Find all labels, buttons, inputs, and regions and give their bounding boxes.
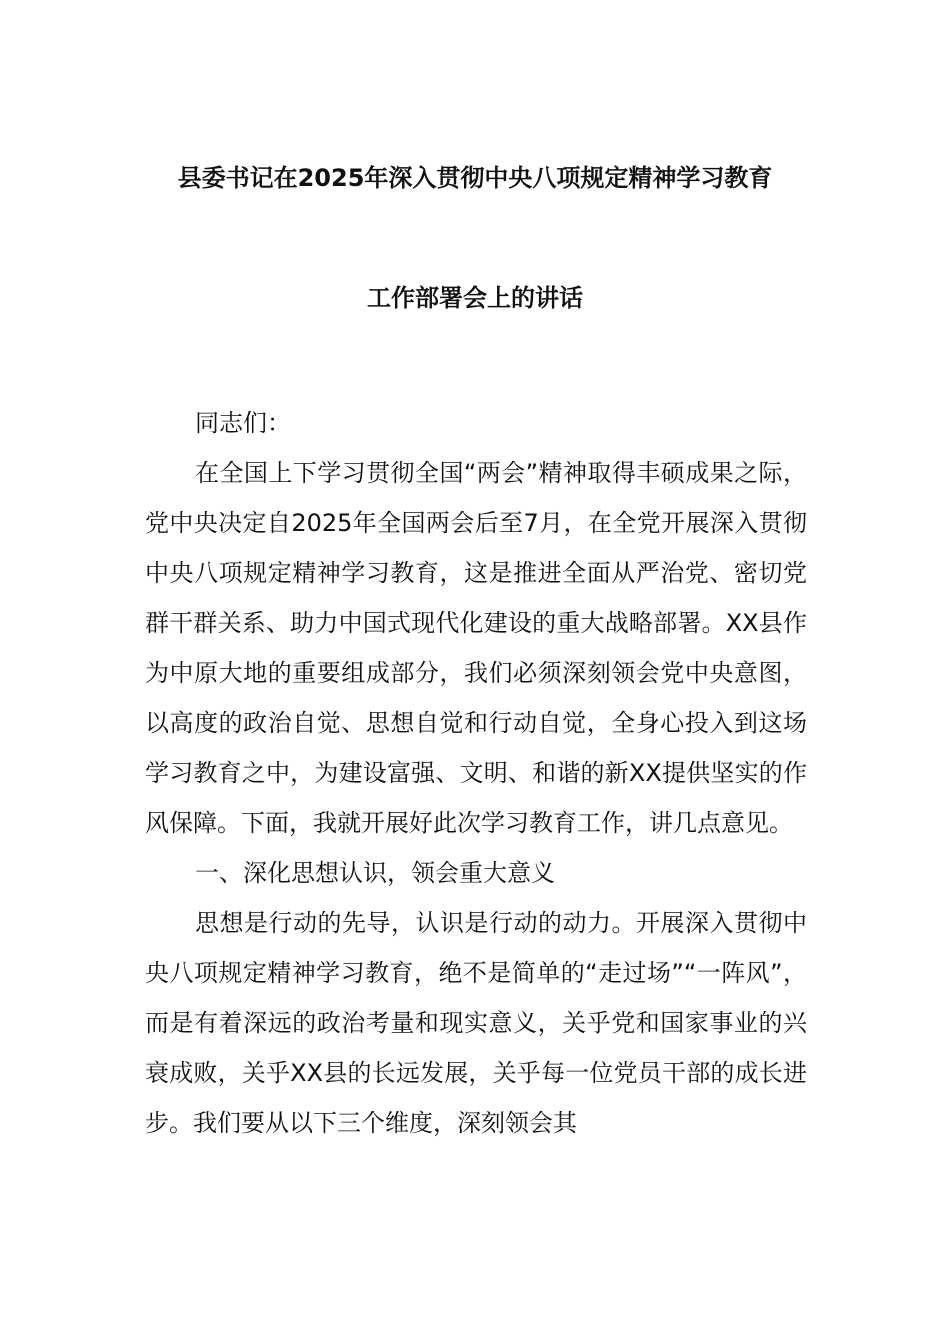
section-heading-1: 一、深化思想认识，领会重大意义 bbox=[195, 859, 555, 887]
document-title-line-2: 工作部署会上的讲话 bbox=[367, 284, 583, 312]
salutation: 同志们： bbox=[195, 409, 291, 437]
document-body bbox=[145, 398, 807, 1148]
document-title-line-1: 县委书记在2025年深入贯彻中央八项规定精神学习教育 bbox=[177, 164, 773, 192]
paragraph-intro: 在全国上下学习贯彻全国“两会”精神取得丰硕成果之际，党中央决定自2025年全国两会后至7月，在全党开展深入贯彻中央八项规定精神学习教育，这是推进全面从严治党、密切党群干群关系、助力中国式现代化建设的重大战略部署。XX县作为中原大地的重要组成部分，我们必须深刻领会党中央意图，以高度的政治自觉、思想自觉和行动自觉，全身心投入到这场学习教育之中，为建设富强、文明、和谐的新XX提供坚实的作风保障。下面，我就开展好此次学习教育工作，讲几点意见。 bbox=[145, 459, 807, 837]
paragraph-section-1: 思想是行动的先导，认识是行动的动力。开展深入贯彻中央八项规定精神学习教育，绝不是简单的“走过场”“一阵风”，而是有着深远的政治考量和现实意义，关乎党和国家事业的兴衰成败，关乎XX县的长远发展，关乎每一位党员干部的成长进步。我们要从以下三个维度，深刻领会其 bbox=[145, 909, 807, 1137]
